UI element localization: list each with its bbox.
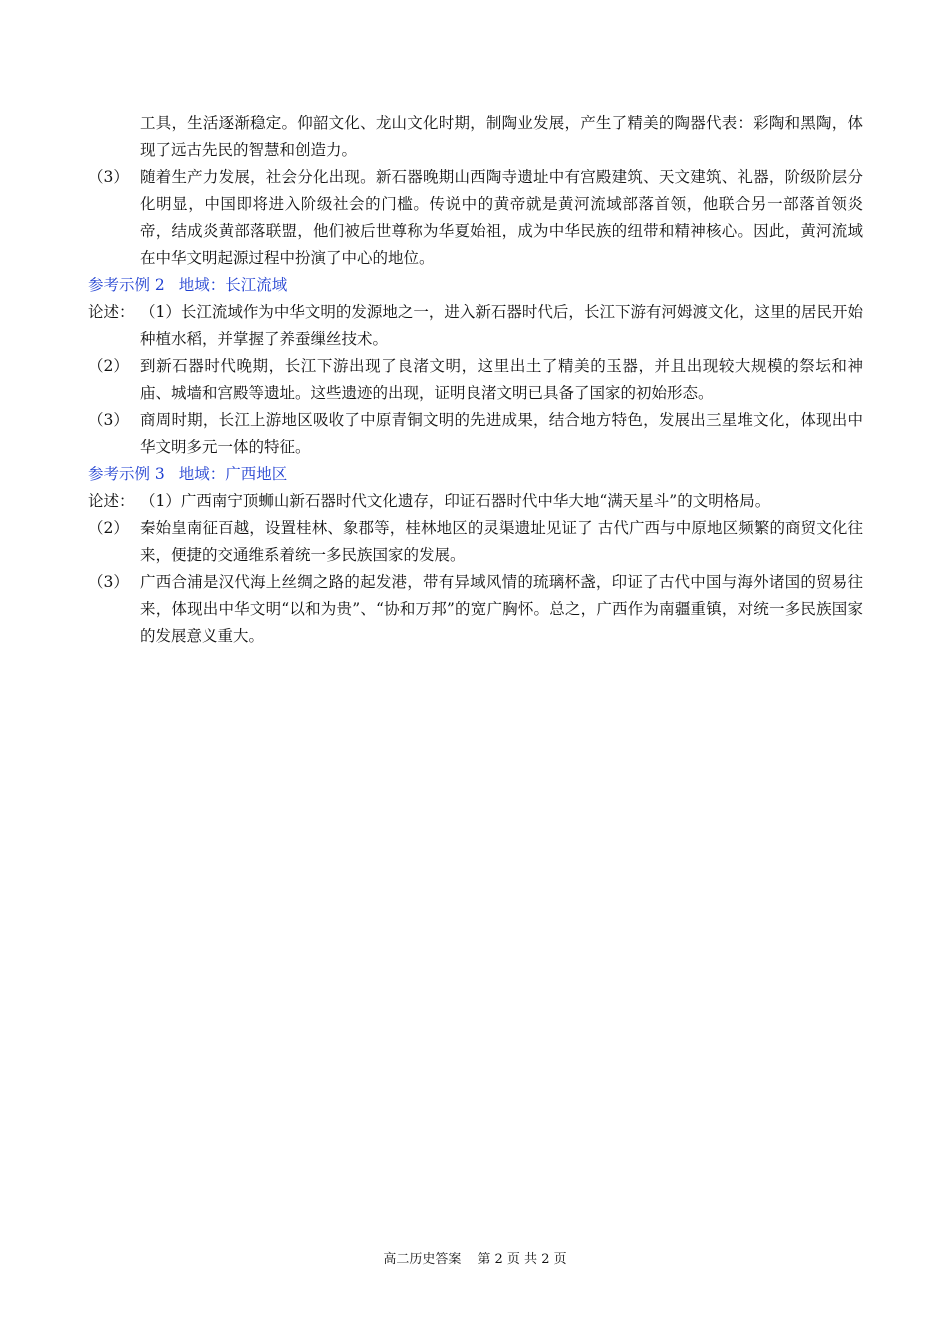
point-body (140, 488, 863, 515)
point-number: （2） (88, 519, 129, 537)
example1-point-3 (88, 164, 863, 272)
region-label: 地域：广西地区 (178, 465, 288, 483)
point-text: 商周时期，长江上游地区吸收了中原青铜文明的先进成果，结合地方特色，发展出三星堆文化，体现出中华文明多元一体的特征。 (140, 411, 863, 456)
region-label: 地域：长江流域 (178, 276, 288, 294)
continued-paragraph (88, 110, 863, 164)
point-text: 广西合浦是汉代海上丝绸之路的起发港，带有异域风情的琉璃杯盏，印证了古代中国与海外诸国的贸易往来，体现出中华文明“以和为贵”、“协和万邦”的宽广胸怀。总之，广西作为南疆重镇，对统一多民族国家的发展意义重大。 (140, 573, 863, 645)
example3-heading (88, 461, 863, 488)
footer-page-info: 第 2 页 共 2 页 (477, 1252, 567, 1267)
example2-heading (88, 272, 863, 299)
paragraph-text: 工具，生活逐渐稳定。仰韶文化、龙山文化时期，制陶业发展，产生了精美的陶器代表：彩陶和黑陶，体现了远古先民的智慧和创造力。 (140, 114, 863, 159)
point-text: 秦始皇南征百越，设置桂林、象郡等，桂林地区的灵渠遗址见证了 古代广西与中原地区频繁的商贸文化往来，便捷的交通维系着统一多民族国家的发展。 (140, 519, 863, 564)
example3-point-2 (88, 515, 863, 569)
point-number: （3） (88, 168, 129, 186)
point-number: （2） (88, 357, 129, 375)
point-text: 广西南宁顶蛳山新石器时代文化遗存，印证石器时代中华大地“满天星斗”的文明格局。 (180, 492, 771, 510)
example2-point-2 (88, 353, 863, 407)
point-body (140, 299, 863, 353)
point-number: （1） (140, 303, 181, 321)
point-number: （3） (88, 411, 129, 429)
example2-point-3 (88, 407, 863, 461)
page-footer (0, 1248, 950, 1267)
example2-point-1 (88, 299, 863, 353)
answer-page (88, 110, 863, 650)
point-text: 长江流域作为中华文明的发源地之一，进入新石器时代后，长江下游有河姆渡文化，这里的居民开始种植水稻，并掌握了养蚕缫丝技术。 (140, 303, 863, 348)
example-label: 参考示例 3 (88, 465, 165, 483)
example-label: 参考示例 2 (88, 276, 165, 294)
example3-point-3 (88, 569, 863, 650)
point-number: （1） (140, 492, 181, 510)
point-text: 随着生产力发展，社会分化出现。新石器晚期山西陶寺遗址中有宫殿建筑、天文建筑、礼器，阶级阶层分化明显，中国即将进入阶级社会的门槛。传说中的黄帝就是黄河流域部落首领，他联合另一部落首领炎帝，结成炎黄部落联盟，他们被后世尊称为华夏始祖，成为中华民族的纽带和精神核心。因此，黄河流域在中华文明起源过程中扮演了中心的地位。 (140, 168, 863, 267)
discussion-label: 论述： (88, 492, 135, 510)
discussion-label: 论述： (88, 303, 135, 321)
point-text: 到新石器时代晚期，长江下游出现了良渚文明，这里出土了精美的玉器，并且出现较大规模的祭坛和神庙、城墙和宫殿等遗址。这些遗迹的出现，证明良渚文明已具备了国家的初始形态。 (140, 357, 863, 402)
example3-point-1 (88, 488, 863, 515)
point-number: （3） (88, 573, 129, 591)
footer-subject: 高二历史答案 (383, 1252, 462, 1267)
